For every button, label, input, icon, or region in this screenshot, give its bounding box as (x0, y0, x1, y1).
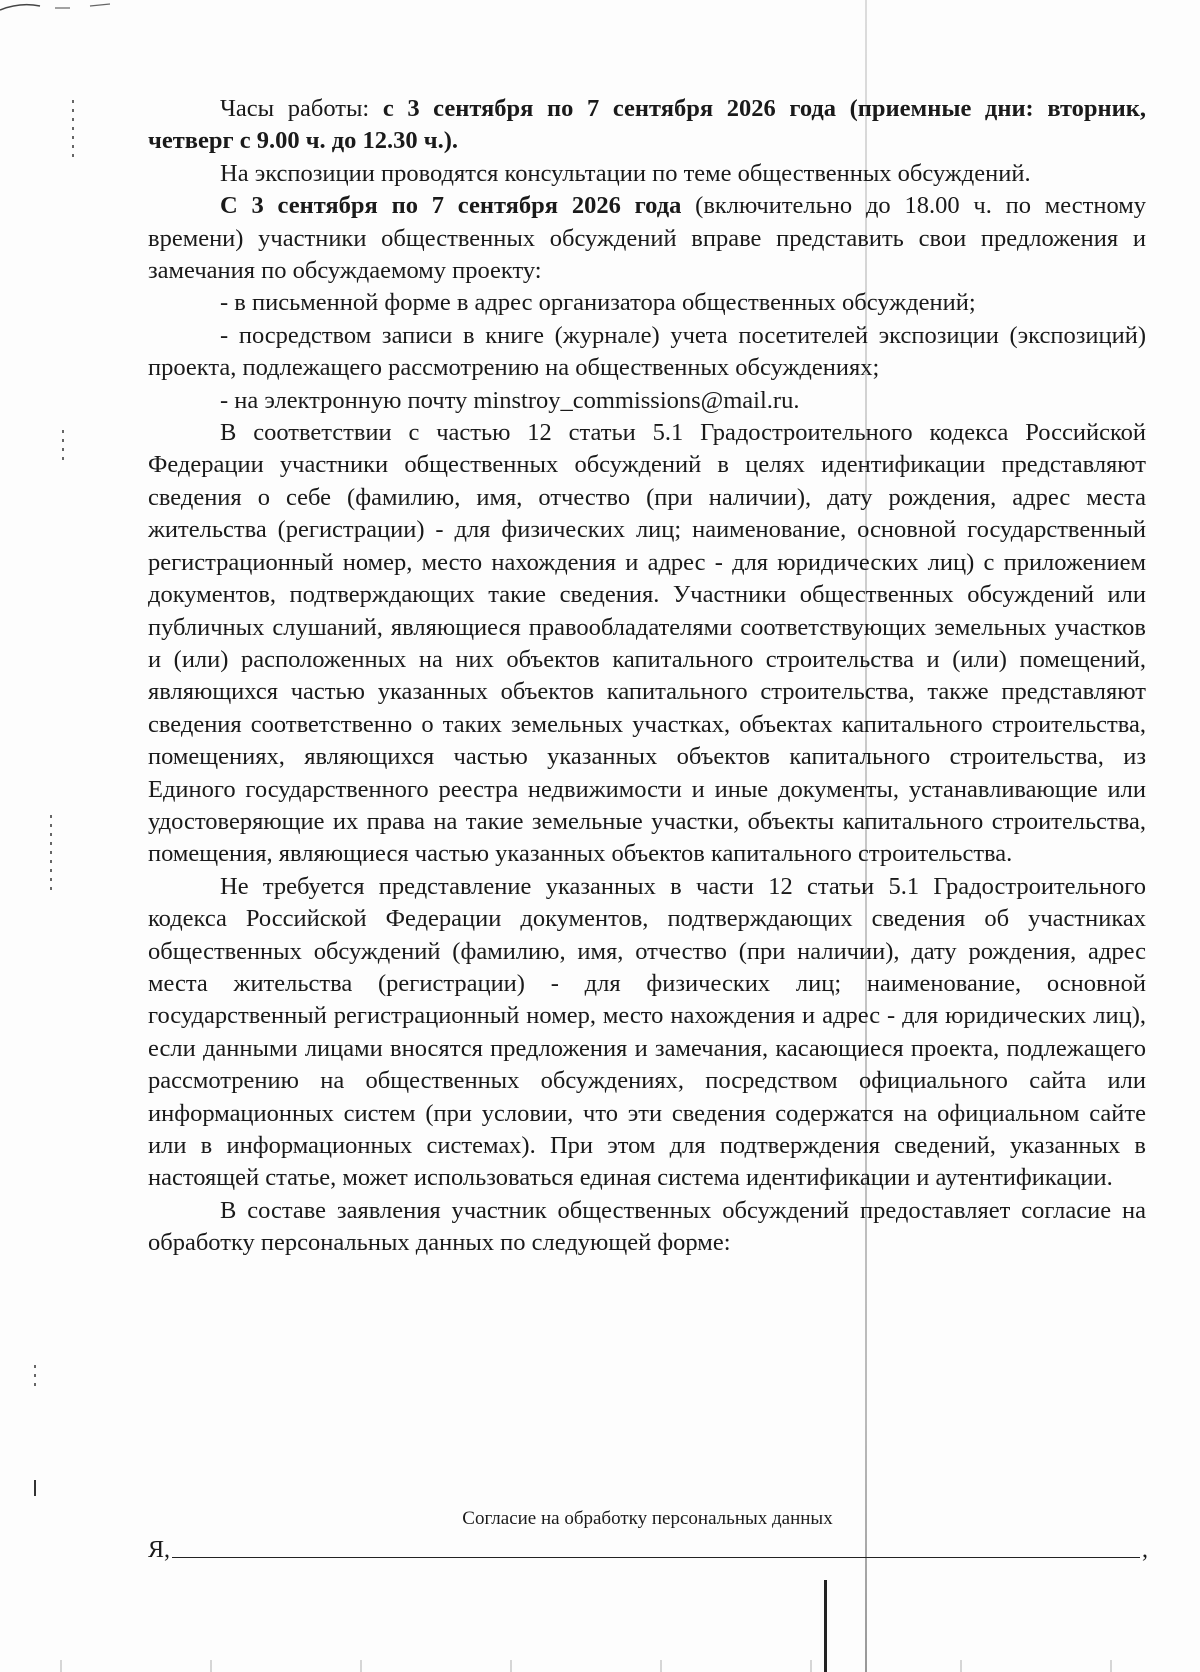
consent-form-title: Согласие на обработку персональных данных (462, 1508, 833, 1529)
margin-scan-dots (62, 430, 64, 460)
submission-method-email: - на электронную почту minstroy_commissions@mail.ru. (220, 386, 800, 414)
submission-period-paragraph (148, 190, 1146, 287)
consultations-paragraph: На экспозиции проводятся консультации по теме общественных обсуждений. (220, 159, 1031, 187)
submission-period-dates: С 3 сентября по 7 сентября 2026 года (220, 192, 682, 220)
document-body (148, 93, 1146, 1260)
submission-method-written: - в письменной форме в адрес организатора общественных обсуждений; (220, 289, 976, 317)
margin-scan-dots (72, 100, 74, 160)
consent-name-label: Я, (148, 1537, 171, 1563)
consent-name-line (148, 1535, 1148, 1564)
working-hours-paragraph (148, 93, 1146, 158)
exemption-paragraph: Не требуется представление указанных в части 12 статьи 5.1 Градостроительного кодекса Российской Федерации документов, подтверждающих сведения об участниках общественных обсуждений (фамилию, имя, отчество (при наличии), дату рождения, адрес места жительства (регистрации) - для физических лиц; наименование, основной государственный регистрационный номер, место нахождения и адрес - для юридических лиц), если данными лицами вносятся предложения и замечания, касающиеся проекта, подлежащего рассмотрению на общественных обсуждениях, посредством официального сайта или информационных систем (при условии, что эти сведения содержатся на официальном сайте или в информационных системах). При этом для подтверждения сведений, указанных в настоящей статье, может использоваться единая система идентификации и аутентификации. (148, 872, 1146, 1192)
identification-paragraph: В соответствии с частью 12 статьи 5.1 Градостроительного кодекса Российской Федерации участники общественных обсуждений в целях идентификации представляют сведения о себе (фамилию, имя, отчество (при наличии), дату рождения, адрес места жительства (регистрации) - для физических лиц; наименование, основной государственный регистрационный номер, место нахождения и адрес - для юридических лиц) с приложением документов, подтверждающих такие сведения. Участники общественных обсуждений или публичных слушаний, являющиеся правообладателями соответствующих земельных участков и (или) расположенных на них объектов капитального строительства и (или) помещений, являющихся частью указанных объектов капитального строительства, также представляют сведения соответственно о таких земельных участках, объектах капитального строительства, помещениях, являющихся частью указанных объектов капитального строительства, из Единого государственного реестра недвижимости и иные документы, устанавливающие или удостоверяющие их права на такие земельные участки, объекты капитального строительства, помещения, являющиеся частью указанных объектов капитального строительства. (148, 419, 1146, 868)
submission-method-journal: - посредством записи в книге (журнале) учета посетителей экспозиции (экспозиций) проекта, подлежащего рассмотрению на общественных обсуждениях; (148, 321, 1146, 382)
working-hours-label: Часы работы: (220, 95, 383, 122)
consent-name-comma: , (1142, 1537, 1148, 1563)
margin-scan-dots (50, 815, 52, 895)
margin-scan-dots (34, 1365, 36, 1390)
margin-scan-mark (34, 1480, 36, 1496)
scan-bottom-edge (0, 1660, 1200, 1672)
submission-period-text: (включительно до 18.00 ч. по местному времени) участники общественных обсуждений вправе представить свои предложения и замечания по обсуждаемому проекту: (148, 192, 1146, 285)
working-hours-dates: с 3 сентября по 7 сентября 2026 года (приемные дни: вторник, четверг с 9.00 ч. до 12.30 ч.). (148, 95, 1147, 155)
consent-name-blank (172, 1535, 1140, 1558)
consent-intro-paragraph: В составе заявления участник общественных обсуждений предоставляет согласие на обработку персональных данных по следующей форме: (148, 1196, 1146, 1257)
scan-corner-mark (0, 0, 120, 14)
scan-fold-line-dark (824, 1580, 827, 1672)
